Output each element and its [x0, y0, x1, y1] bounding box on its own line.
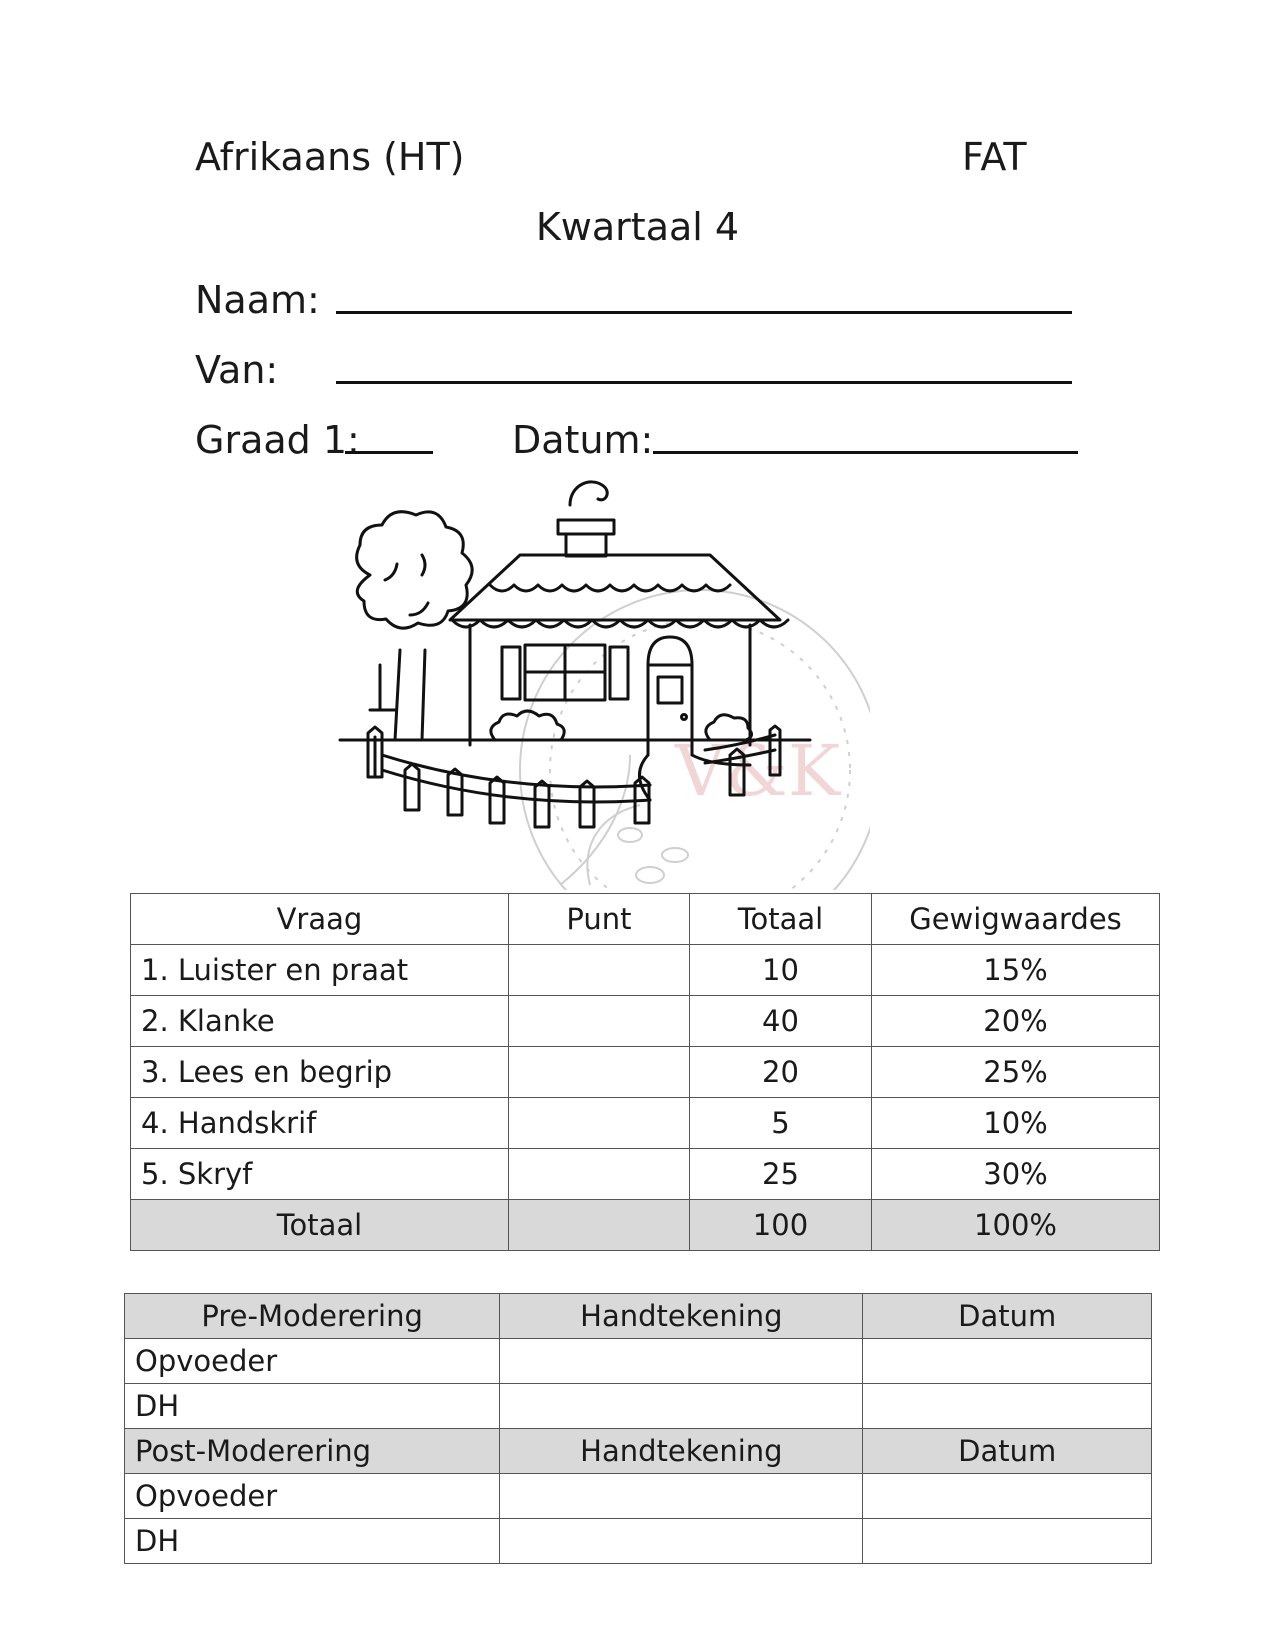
date-field[interactable]	[653, 451, 1078, 454]
grade-label: Graad 1:	[195, 418, 360, 462]
total-weight-cell: 100%	[872, 1200, 1160, 1251]
date-header: Datum	[863, 1429, 1152, 1474]
header-gewigwaardes: Gewigwaardes	[872, 894, 1160, 945]
table-row	[131, 945, 1160, 996]
total-marks-cell: 100	[689, 1200, 871, 1251]
svg-text:V&K: V&K	[675, 730, 841, 812]
date-cell[interactable]	[863, 1339, 1152, 1384]
question-label: 3. Lees en begrip	[131, 1047, 509, 1098]
subject-title: Afrikaans (HT)	[195, 135, 465, 179]
score-cell[interactable]	[508, 1098, 689, 1149]
total-label: Totaal	[131, 1200, 509, 1251]
post-moderation-label: Post-Moderering	[125, 1429, 500, 1474]
date-cell[interactable]	[863, 1474, 1152, 1519]
signature-cell[interactable]	[500, 1519, 863, 1564]
role-label: DH	[125, 1384, 500, 1429]
signature-header: Handtekening	[500, 1294, 863, 1339]
date-cell[interactable]	[863, 1384, 1152, 1429]
header-vraag: Vraag	[131, 894, 509, 945]
table-row	[131, 996, 1160, 1047]
signature-cell[interactable]	[500, 1474, 863, 1519]
total-row	[131, 1200, 1160, 1251]
table-row	[131, 1149, 1160, 1200]
marks-table	[130, 893, 1160, 1251]
pre-moderation-header-row	[125, 1294, 1152, 1339]
total-cell: 25	[689, 1149, 871, 1200]
total-cell: 10	[689, 945, 871, 996]
weight-cell: 10%	[872, 1098, 1160, 1149]
header-punt: Punt	[508, 894, 689, 945]
role-label: Opvoeder	[125, 1474, 500, 1519]
question-label: 5. Skryf	[131, 1149, 509, 1200]
total-cell: 20	[689, 1047, 871, 1098]
total-cell: 5	[689, 1098, 871, 1149]
assessment-type: FAT	[962, 135, 1027, 179]
score-cell[interactable]	[508, 945, 689, 996]
date-label: Datum:	[512, 418, 654, 462]
weight-cell: 30%	[872, 1149, 1160, 1200]
moderation-table	[124, 1293, 1152, 1564]
signature-cell[interactable]	[500, 1339, 863, 1384]
role-label: Opvoeder	[125, 1339, 500, 1384]
table-row	[131, 1047, 1160, 1098]
pre-moderation-label: Pre-Moderering	[125, 1294, 500, 1339]
score-cell[interactable]	[508, 1149, 689, 1200]
weight-cell: 15%	[872, 945, 1160, 996]
signature-header: Handtekening	[500, 1429, 863, 1474]
signature-cell[interactable]	[500, 1384, 863, 1429]
question-label: 2. Klanke	[131, 996, 509, 1047]
name-label: Naam:	[195, 278, 320, 322]
table-row	[125, 1339, 1152, 1384]
weight-cell: 25%	[872, 1047, 1160, 1098]
post-moderation-header-row	[125, 1429, 1152, 1474]
table-row	[125, 1384, 1152, 1429]
name-field[interactable]	[336, 311, 1072, 314]
header-totaal: Totaal	[689, 894, 871, 945]
surname-field[interactable]	[336, 381, 1072, 384]
score-cell[interactable]	[508, 1047, 689, 1098]
term-title: Kwartaal 4	[535, 205, 740, 249]
total-score-cell[interactable]	[508, 1200, 689, 1251]
table-row	[125, 1519, 1152, 1564]
weight-cell: 20%	[872, 996, 1160, 1047]
surname-label: Van:	[195, 348, 279, 392]
table-row	[131, 1098, 1160, 1149]
grade-field[interactable]	[345, 451, 433, 454]
question-label: 1. Luister en praat	[131, 945, 509, 996]
table-row	[125, 1474, 1152, 1519]
role-label: DH	[125, 1519, 500, 1564]
total-cell: 40	[689, 996, 871, 1047]
date-cell[interactable]	[863, 1519, 1152, 1564]
date-header: Datum	[863, 1294, 1152, 1339]
score-cell[interactable]	[508, 996, 689, 1047]
house-drawing-icon	[330, 465, 870, 890]
question-label: 4. Handskrif	[131, 1098, 509, 1149]
